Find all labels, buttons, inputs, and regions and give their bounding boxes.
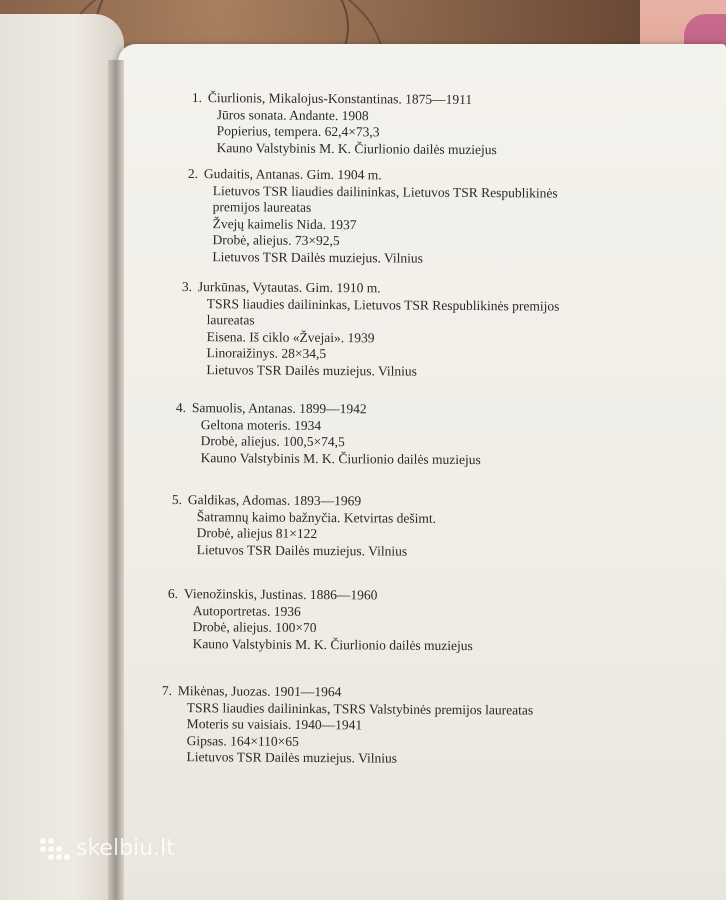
entry-number: 6. — [167, 586, 179, 602]
entry-line: Drobė, aliejus 81×122 — [196, 525, 318, 542]
watermark — [40, 836, 175, 861]
entry-line: Gipsas. 164×110×65 — [186, 732, 299, 749]
entry-line: Autoportretas. 1936 — [192, 602, 301, 619]
entry-line: premijos laureatas — [212, 199, 312, 216]
entry-line: Popierius, tempera. 62,4×73,3 — [216, 123, 380, 140]
entry-number: 7. — [161, 683, 173, 699]
entry-number: 4. — [175, 400, 187, 416]
entry-line: Žvejų kaimelis Nida. 1937 — [212, 215, 357, 232]
entry-line: Kauno Valstybinis M. K. Čiurlionio dailės muziejus — [216, 139, 497, 157]
book-gutter — [108, 60, 124, 900]
entry-line: Geltona moteris. 1934 — [200, 416, 322, 433]
entry-line: Eisena. Iš ciklo «Žvejai». 1939 — [206, 328, 375, 346]
entry-artist: Galdikas, Adomas. 1893—1969 — [187, 492, 362, 509]
left-page — [0, 14, 124, 900]
entry-number: 5. — [171, 492, 183, 508]
entry-line: TSRS liaudies dailininkas, TSRS Valstybinės premijos laureatas — [186, 699, 534, 718]
entry-line: Drobė, aliejus. 73×92,5 — [212, 232, 340, 249]
entry-number: 3. — [181, 279, 193, 295]
entry-number: 1. — [191, 90, 203, 106]
entry-line: Moteris su vaisiais. 1940—1941 — [186, 716, 363, 733]
entry-artist: Čiurlionis, Mikalojus-Konstantinas. 1875—1911 — [207, 90, 473, 107]
entry-line: Drobė, aliejus. 100,5×74,5 — [200, 433, 345, 450]
entry-line: Drobė, aliejus. 100×70 — [192, 619, 317, 636]
entry-number: 2. — [187, 166, 199, 182]
entry-artist: Samuolis, Antanas. 1899—1942 — [191, 400, 367, 417]
entry-line: Lietuvos TSR Dailės muziejus. Vilnius — [186, 749, 398, 767]
entry-line: Lietuvos TSR Dailės muziejus. Vilnius — [212, 249, 423, 266]
entry-line: Kauno Valstybinis M. K. Čiurlionio dailės muziejus — [200, 449, 481, 467]
entry-line: Lietuvos TSR Dailės muziejus. Vilnius — [196, 541, 408, 559]
entry-artist: Vienožinskis, Justinas. 1886—1960 — [183, 586, 378, 603]
entry-artist: Jurkūnas, Vytautas. Gim. 1910 m. — [197, 279, 381, 296]
entry-line: Lietuvos TSR liaudies dailininkas, Lietuvos TSR Respublikinės — [212, 182, 558, 201]
watermark-text: skelbiu.lt — [76, 836, 175, 861]
entry-line: Jūros sonata. Andante. 1908 — [216, 106, 369, 123]
entry-line: Kauno Valstybinis M. K. Čiurlionio dailės muziejus — [192, 635, 473, 653]
skelbiu-dots-icon — [40, 838, 70, 860]
entry-line: Linoraižinys. 28×34,5 — [206, 345, 327, 362]
entry-artist: Mikėnas, Juozas. 1901—1964 — [177, 683, 342, 700]
entry-line: laureatas — [206, 312, 255, 328]
entry-line: Lietuvos TSR Dailės muziejus. Vilnius — [206, 362, 417, 379]
entry-line: Šatramnų kaimo bažnyčia. Ketvirtas dešimt. — [196, 508, 437, 526]
entry-line: TSRS liaudies dailininkas, Lietuvos TSR Respublikinės premijos — [206, 295, 560, 314]
entry-artist: Gudaitis, Antanas. Gim. 1904 m. — [203, 166, 382, 183]
